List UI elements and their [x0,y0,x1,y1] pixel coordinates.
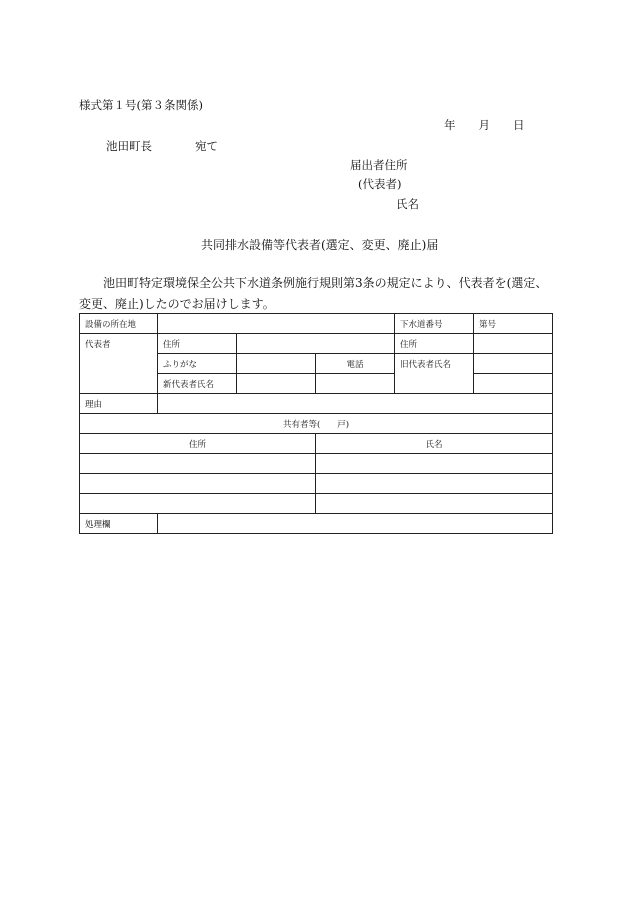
processing-field[interactable] [158,514,553,534]
furigana-field[interactable] [237,354,316,374]
applicant-name-label: 氏名 [396,197,419,211]
co-address-field-3[interactable] [80,494,316,514]
co-address-field-1[interactable] [80,454,316,474]
table-row [80,314,553,334]
co-address-field-2[interactable] [80,474,316,494]
notification-table [79,313,553,534]
co-owners-label: 共有者等( 戸) [80,414,553,434]
facility-location-field[interactable] [158,314,395,334]
processing-label: 処理欄 [80,514,158,534]
body-text: 池田町特定環境保全公共下水道条例施行規則第3条の規定により、代表者を(選定、変更、廃止)したのでお届けします。 [79,276,548,311]
old-rep-name-field[interactable] [474,354,553,374]
sewer-number-field[interactable] [474,314,553,334]
table-row [80,494,553,514]
co-name-header: 氏名 [316,434,553,454]
date-line: 年 月 日 [444,118,525,132]
furigana-label: ふりがな [158,354,237,374]
address-label: 住所 [158,334,237,354]
table-row [80,454,553,474]
number-label: 第号 [479,319,497,330]
sewer-number-label: 下水道番号 [395,314,474,334]
form-number: 様式第１号(第３条関係) [79,98,203,112]
addressee-suffix: 宛て [195,139,218,153]
reason-label: 理由 [80,394,158,414]
facility-location-label: 設備の所在地 [80,314,158,334]
reason-field[interactable] [158,394,553,414]
document-title: 共同排水設備等代表者(選定、変更、廃止)届 [201,238,439,252]
co-address-header: 住所 [80,434,316,454]
table-row [80,394,553,414]
old-rep-name-extra-field[interactable] [474,374,553,394]
right-address-label: 住所 [395,334,474,354]
old-rep-name-label: 旧代表者氏名 [395,354,474,394]
table-row [80,514,553,534]
table-row [80,434,553,454]
phone-field[interactable] [316,374,395,394]
representative-label: (代表者) [358,177,402,191]
new-rep-name-field[interactable] [237,374,316,394]
co-name-field-2[interactable] [316,474,553,494]
table-row [80,474,553,494]
table-row [80,334,553,354]
representative-row-label: 代表者 [80,334,158,394]
co-name-field-1[interactable] [316,454,553,474]
co-name-field-3[interactable] [316,494,553,514]
addressee: 池田町長 [106,139,152,153]
phone-label: 電話 [316,354,395,374]
right-address-field[interactable] [474,334,553,354]
applicant-address-label: 届出者住所 [350,158,408,172]
address-field[interactable] [237,334,395,354]
new-rep-name-label: 新代表者氏名 [158,374,237,394]
table-row [80,414,553,434]
